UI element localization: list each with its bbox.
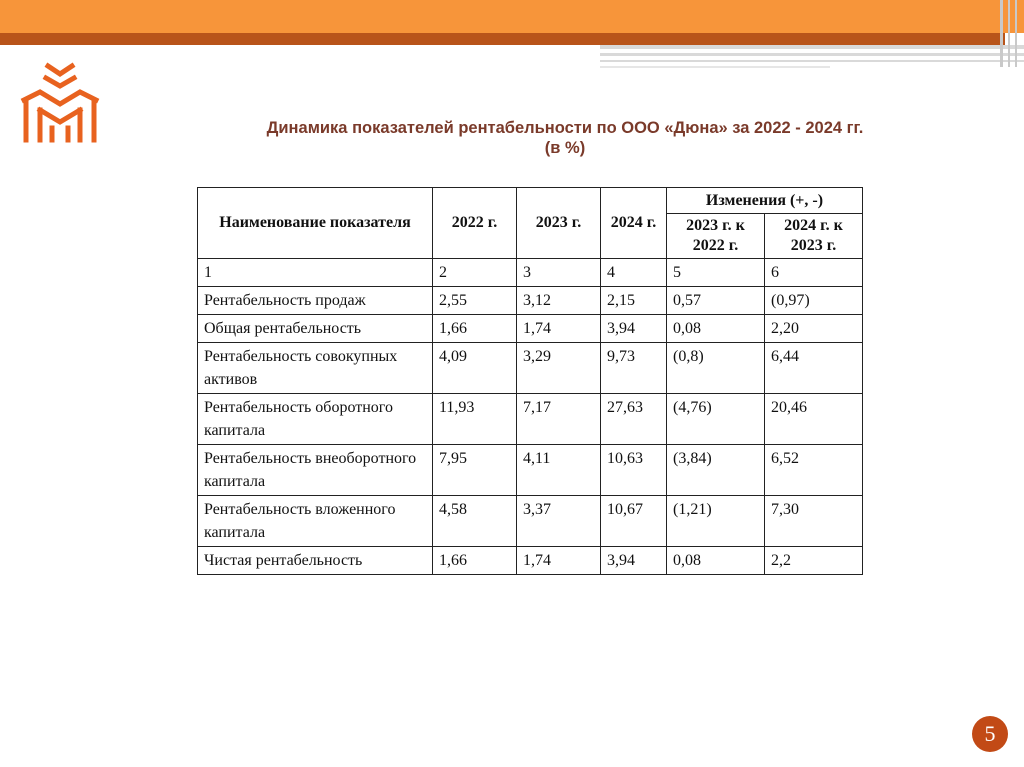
value-2023: 3,12 [517,287,601,315]
column-number: 4 [601,259,667,287]
profitability-table [197,187,863,575]
slide-title-line1: Динамика показателей рентабельности по ООО «Дюна» за 2022 - 2024 гг. [266,119,864,137]
decor-stripe [600,66,830,68]
decor-stripe [600,53,1024,56]
header-changes: Изменения (+, -) [667,188,863,214]
decor-vstripe [1000,0,1003,67]
column-number-row [198,259,863,287]
company-logo-icon [20,62,100,144]
value-2024: 10,63 [601,445,667,496]
column-number: 2 [433,259,517,287]
header-2022: 2022 г. [433,188,517,259]
change-2023: (0,8) [667,343,765,394]
change-2023: (1,21) [667,496,765,547]
header-row [198,188,863,214]
header-name: Наименование показателя [198,188,433,259]
decor-stripe [600,60,1024,62]
top-accent-bar-dark [0,33,1005,45]
row-name: Общая рентабельность [198,315,433,343]
header-change-2024: 2024 г. к 2023 г. [765,214,863,259]
change-2024: 2,20 [765,315,863,343]
change-2024: 6,52 [765,445,863,496]
value-2022: 7,95 [433,445,517,496]
table-row [198,445,863,496]
value-2024: 9,73 [601,343,667,394]
table-row [198,315,863,343]
change-2024: (0,97) [765,287,863,315]
column-number: 1 [198,259,433,287]
change-2024: 20,46 [765,394,863,445]
change-2024: 6,44 [765,343,863,394]
row-name: Рентабельность вложенного капитала [198,496,433,547]
value-2023: 3,37 [517,496,601,547]
change-2023: 0,08 [667,547,765,575]
value-2022: 2,55 [433,287,517,315]
value-2024: 3,94 [601,315,667,343]
value-2023: 1,74 [517,315,601,343]
value-2024: 2,15 [601,287,667,315]
slide-title [195,118,935,158]
page-number-badge: 5 [972,716,1008,752]
value-2024: 3,94 [601,547,667,575]
value-2024: 10,67 [601,496,667,547]
decor-vstripe [1008,0,1010,67]
decor-stripe [600,45,1024,49]
value-2022: 1,66 [433,547,517,575]
row-name: Чистая рентабельность [198,547,433,575]
value-2023: 4,11 [517,445,601,496]
value-2023: 1,74 [517,547,601,575]
row-name: Рентабельность внеоборотного капитала [198,445,433,496]
column-number: 3 [517,259,601,287]
header-change-2023: 2023 г. к 2022 г. [667,214,765,259]
value-2023: 7,17 [517,394,601,445]
change-2023: 0,57 [667,287,765,315]
change-2024: 7,30 [765,496,863,547]
change-2024: 2,2 [765,547,863,575]
column-number: 5 [667,259,765,287]
row-name: Рентабельность оборотного капитала [198,394,433,445]
row-name: Рентабельность совокупных активов [198,343,433,394]
table-row [198,287,863,315]
header-2024: 2024 г. [601,188,667,259]
slide-title-line2: (в %) [544,139,586,157]
column-number: 6 [765,259,863,287]
change-2023: 0,08 [667,315,765,343]
change-2023: (3,84) [667,445,765,496]
value-2022: 4,09 [433,343,517,394]
top-accent-bar [0,0,1024,33]
table-row [198,547,863,575]
value-2023: 3,29 [517,343,601,394]
change-2023: (4,76) [667,394,765,445]
table-row [198,394,863,445]
table-row [198,496,863,547]
value-2024: 27,63 [601,394,667,445]
value-2022: 1,66 [433,315,517,343]
row-name: Рентабельность продаж [198,287,433,315]
header-2023: 2023 г. [517,188,601,259]
value-2022: 11,93 [433,394,517,445]
decor-vstripe [1015,0,1017,67]
table-row [198,343,863,394]
value-2022: 4,58 [433,496,517,547]
